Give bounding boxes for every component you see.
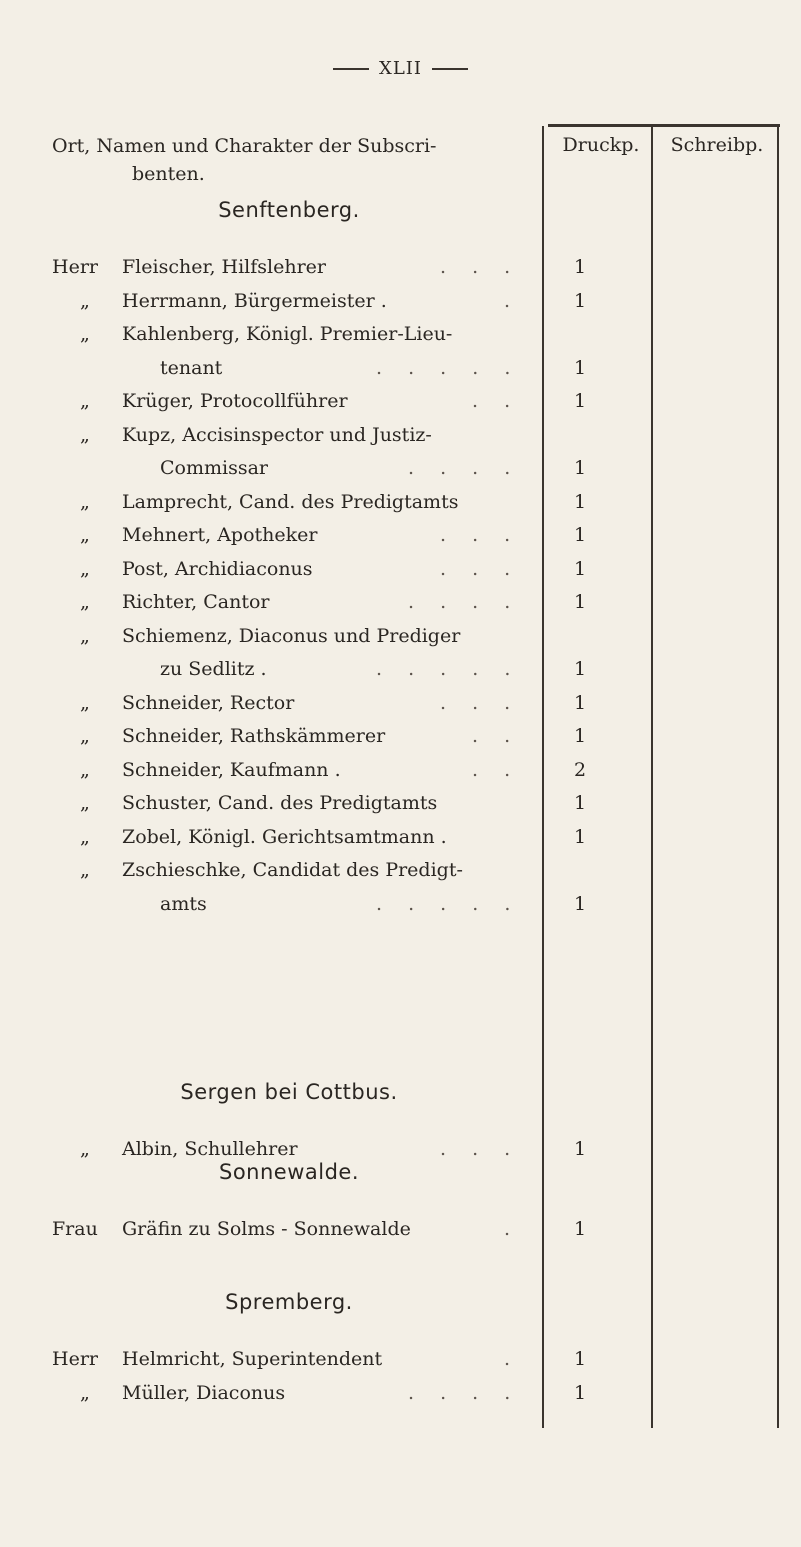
subscriber-row [0,558,801,592]
table-heading-line2: benten. [132,163,205,185]
subscriber-name: Kahlenberg, Königl. Premier-Lieu- [122,323,453,345]
place-heading: Senftenberg. [218,198,360,222]
subscriber-row [0,390,801,424]
page-number: XLII [379,58,422,79]
druckp-count: 1 [573,256,587,278]
leader-dots: . . . . [408,591,521,613]
subscriber-name: Schiemenz, Diaconus und Prediger [122,624,461,647]
subscriber-name: Müller, Diaconus [122,1381,286,1404]
leader-dots: . . . [440,1138,521,1160]
leader-dots: . [504,1218,521,1240]
druckp-count: 1 [573,591,587,613]
subscriber-name: Albin, Schullehrer [122,1138,298,1160]
druckp-count: 1 [573,356,587,379]
ditto-mark: „ [80,859,90,881]
leader-dots: . . [472,390,521,412]
leader-dots: . . . [440,557,521,580]
subscriber-row [0,859,801,893]
druckp-count: 1 [573,490,587,513]
subscriber-row [0,491,801,525]
druckp-count: 1 [573,390,587,412]
subscriber-row-continuation [0,658,801,692]
title-prefix: Frau [52,1218,98,1240]
leader-dots: . . . [440,256,521,278]
subscriber-row [0,692,801,726]
ditto-mark: „ [80,524,90,546]
ditto-mark: „ [80,557,90,580]
subscriber-row [0,524,801,558]
druckp-count: 1 [573,1138,587,1160]
ditto-mark: „ [80,725,90,747]
druckp-count: 1 [573,1381,587,1404]
druckp-count: 1 [573,892,587,915]
druckp-count: 2 [573,758,587,781]
subscriber-name: Richter, Cantor [122,591,270,613]
subscriber-name: Fleischer, Hilfslehrer [122,256,326,278]
ditto-mark: „ [80,624,90,647]
ditto-mark: „ [80,691,90,714]
druckp-count: 1 [573,1348,587,1370]
leader-dots: . . . [440,524,521,546]
druckp-count: 1 [573,457,587,479]
ditto-mark: „ [80,792,90,814]
column-header-druckp: Druckp. [562,134,640,156]
place-heading: Sonnewalde. [218,1160,360,1184]
subscriber-name: Schneider, Rathskämmerer [122,725,386,747]
subscriber-row [0,759,801,793]
leader-dots: . . [472,725,521,747]
druckp-count: 1 [573,725,587,747]
table-heading [52,132,522,188]
subscriber-row [0,256,801,290]
druckp-count: 1 [573,691,587,714]
ditto-mark: „ [80,758,90,781]
subscriber-name: Lamprecht, Cand. des Predigtamts [122,490,459,513]
subscriber-row-continuation [0,893,801,927]
druckp-count: 1 [573,658,587,680]
leader-dots: . [504,1348,521,1370]
ditto-mark: „ [80,490,90,513]
header-dash-left [333,68,369,70]
subscriber-name: Zschieschke, Candidat des Predigt- [122,859,463,881]
subscriber-name: Helmricht, Superintendent [122,1348,383,1370]
subscriber-row-continuation [0,457,801,491]
leader-dots: . [504,289,521,312]
druckp-count: 1 [573,557,587,580]
subscriber-row [0,826,801,860]
column-header-schreibp: Schreibp. [670,134,764,156]
subscriber-name: Post, Archidiaconus [122,557,313,580]
leader-dots: . . [472,758,521,781]
ditto-mark: „ [80,591,90,613]
subscriber-name: Schneider, Kaufmann . [122,758,341,781]
place-heading: Spremberg. [225,1290,353,1314]
leader-dots: . . . [440,691,521,714]
subscriber-row [0,725,801,759]
subscriber-name: Schneider, Rector [122,691,295,714]
ditto-mark: „ [80,289,90,312]
table-top-rule [548,124,780,127]
ditto-mark: „ [80,390,90,412]
subscriber-row [0,323,801,357]
subscriber-name: Schuster, Cand. des Predigtamts [122,792,438,814]
subscriber-name: Krüger, Protocollführer [122,390,348,412]
ditto-mark: „ [80,423,90,446]
ditto-mark: „ [80,1138,90,1160]
subscriber-row [0,1382,801,1416]
subscriber-name-continued: tenant [160,356,223,379]
subscriber-name-continued: zu Sedlitz . [160,658,267,680]
header-dash-right [432,68,468,70]
leader-dots: . . . . [408,1381,521,1404]
subscriber-row [0,1348,801,1382]
title-prefix: Herr [52,1348,98,1370]
druckp-count: 1 [573,825,587,848]
leader-dots: . . . . [408,457,521,479]
subscriber-name: Gräfin zu Solms - Sonnewalde [122,1218,411,1240]
subscriber-row [0,424,801,458]
page-header [0,58,801,79]
druckp-count: 1 [573,792,587,814]
druckp-count: 1 [573,289,587,312]
title-prefix: Herr [52,256,98,278]
leader-dots: . . . . . [376,356,521,379]
subscriber-row [0,625,801,659]
subscriber-name-continued: Commissar [160,457,268,479]
subscriber-name: Kupz, Accisinspector und Justiz- [122,423,432,446]
ditto-mark: „ [80,825,90,848]
table-heading-line1: Ort, Namen und Charakter der Subscri- [52,135,437,157]
ditto-mark: „ [80,1381,90,1404]
ditto-mark: „ [80,323,90,345]
leader-dots: . . . . . [376,658,521,680]
leader-dots: . . . . . [376,892,521,915]
subscriber-name: Mehnert, Apotheker [122,524,318,546]
subscriber-row [0,1218,801,1252]
place-heading: Sergen bei Cottbus. [180,1080,398,1104]
subscriber-row [0,591,801,625]
subscriber-row [0,792,801,826]
subscriber-name-continued: amts [160,892,207,915]
subscriber-row-continuation [0,357,801,391]
druckp-count: 1 [573,524,587,546]
subscriber-name: Herrmann, Bürgermeister . [122,289,387,312]
subscriber-row [0,290,801,324]
subscriber-name: Zobel, Königl. Gerichtsamtmann . [122,825,447,848]
druckp-count: 1 [573,1218,587,1240]
